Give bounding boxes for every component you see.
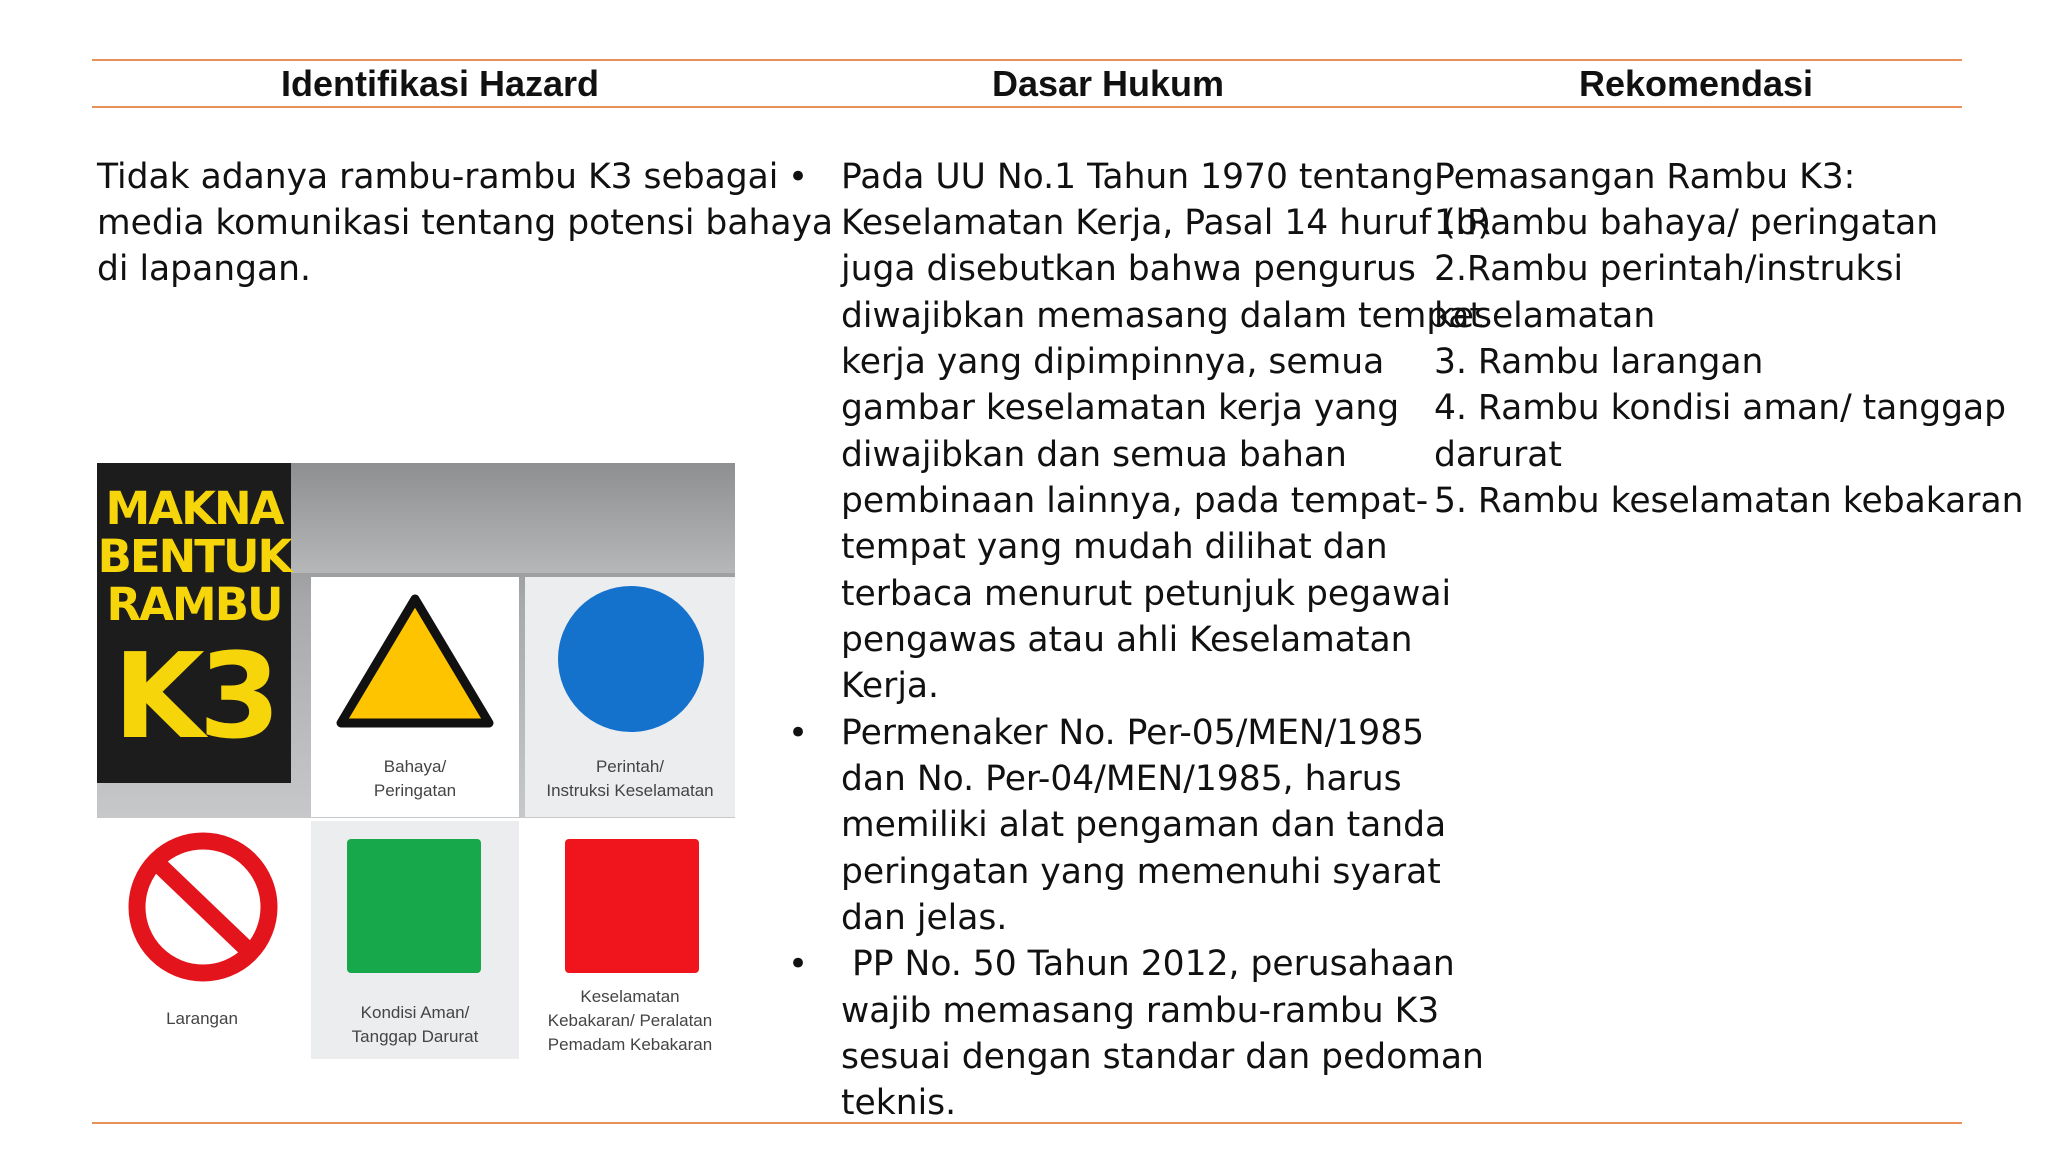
rekomendasi-line: 4. Rambu kondisi aman/ tanggap [1434, 388, 2007, 428]
sign-tile-kebakaran [525, 821, 735, 1059]
dasar-hukum-line: pengawas atau ahli Keselamatan [841, 620, 1413, 660]
sign-caption-line: Kebakaran/ Peralatan [547, 1011, 713, 1030]
picture-top-right-band [291, 463, 735, 573]
dasar-hukum-line: PP No. 50 Tahun 2012, perusahaan [841, 944, 1455, 984]
dasar-hukum-line: diwajibkan memasang dalam tempat [841, 296, 1483, 336]
dasar-hukum-line: juga disebutkan bahwa pengurus [841, 249, 1416, 289]
title-line-makna: MAKNA [105, 482, 283, 535]
bullet-icon: • [788, 713, 809, 753]
dasar-hukum-line: gambar keselamatan kerja yang [841, 388, 1400, 428]
title-line-bentuk: BENTUK [97, 530, 291, 583]
dasar-hukum-line: memiliki alat pengaman dan tanda [841, 805, 1447, 845]
makna-bentuk-rambu-title [97, 463, 291, 783]
sign-caption-line: Tanggap Darurat [351, 1027, 479, 1046]
dasar-hukum-line: terbaca menurut petunjuk pegawai [841, 574, 1452, 614]
table-top-rule [92, 59, 1962, 61]
dasar-hukum-line: Pada UU No.1 Tahun 1970 tentang [841, 157, 1434, 197]
sign-tile-kondisi-aman [311, 821, 519, 1059]
dasar-hukum-line: Keselamatan Kerja, Pasal 14 huruf (b) [841, 203, 1491, 243]
bullet-icon: • [788, 944, 809, 984]
table-bottom-rule [92, 1122, 1962, 1124]
rekomendasi-line: 2.Rambu perintah/instruksi [1434, 249, 1904, 289]
sign-caption-line: Keselamatan [580, 987, 680, 1006]
dasar-hukum-line: peringatan yang memenuhi syarat [841, 852, 1441, 892]
header-rekomendasi: Rekomendasi [1578, 63, 1814, 104]
rekomendasi-line: Pemasangan Rambu K3: [1434, 157, 1856, 197]
header-identifikasi-hazard: Identifikasi Hazard [280, 63, 600, 104]
bullet-icon: • [788, 157, 809, 197]
green-square-icon [347, 839, 481, 973]
header-bottom-rule [92, 106, 1962, 108]
dasar-hukum-line: Permenaker No. Per-05/MEN/1985 [841, 713, 1425, 753]
dasar-hukum-line: kerja yang dipimpinnya, semua [841, 342, 1385, 382]
prohibition-sign-icon [97, 821, 307, 991]
sign-caption-line: Larangan [166, 1009, 238, 1028]
header-dasar-hukum: Dasar Hukum [991, 63, 1225, 104]
hazard-line: Tidak adanya rambu-rambu K3 sebagai [97, 157, 779, 197]
hazard-line: media komunikasi tentang potensi bahaya [97, 203, 834, 243]
rekomendasi-line: 5. Rambu keselamatan kebakaran [1434, 481, 2024, 521]
red-square-icon [565, 839, 699, 973]
sign-tile-bahaya [311, 577, 519, 817]
title-line-rambu: RAMBU [106, 578, 282, 631]
sign-tile-perintah [525, 577, 735, 817]
sign-caption-line: Kondisi Aman/ [360, 1003, 470, 1022]
dasar-hukum-line: diwajibkan dan semua bahan [841, 435, 1347, 475]
dasar-hukum-line: wajib memasang rambu-rambu K3 [841, 991, 1440, 1031]
sign-caption-line: Pemadam Kebakaran [547, 1035, 713, 1054]
title-line-k3: K3 [113, 627, 275, 765]
sign-caption-line: Perintah/ [595, 757, 665, 776]
sign-caption-line: Peringatan [373, 781, 457, 800]
sign-caption-line: Instruksi Keselamatan [546, 781, 714, 800]
dasar-hukum-line: dan jelas. [841, 898, 1008, 938]
dasar-hukum-line: dan No. Per-04/MEN/1985, harus [841, 759, 1402, 799]
rambu-k3-picture [97, 463, 735, 1059]
mandatory-circle-icon [525, 577, 735, 737]
dasar-hukum-line: sesuai dengan standar dan pedoman [841, 1037, 1484, 1077]
rekomendasi-line: keselamatan [1434, 296, 1656, 336]
rekomendasi-line: 3. Rambu larangan [1434, 342, 1764, 382]
dasar-hukum-line: pembinaan lainnya, pada tempat- [841, 481, 1429, 521]
dasar-hukum-line: tempat yang mudah dilihat dan [841, 527, 1388, 567]
sign-caption-line: Bahaya/ [383, 757, 447, 776]
dasar-hukum-line: teknis. [841, 1083, 957, 1123]
rekomendasi-line: 1.Rambu bahaya/ peringatan [1434, 203, 1939, 243]
hazard-line: di lapangan. [97, 249, 311, 289]
dasar-hukum-line: Kerja. [841, 666, 940, 706]
warning-triangle-icon [311, 591, 519, 751]
rekomendasi-line: darurat [1434, 435, 1562, 475]
sign-tile-larangan [97, 821, 307, 1059]
